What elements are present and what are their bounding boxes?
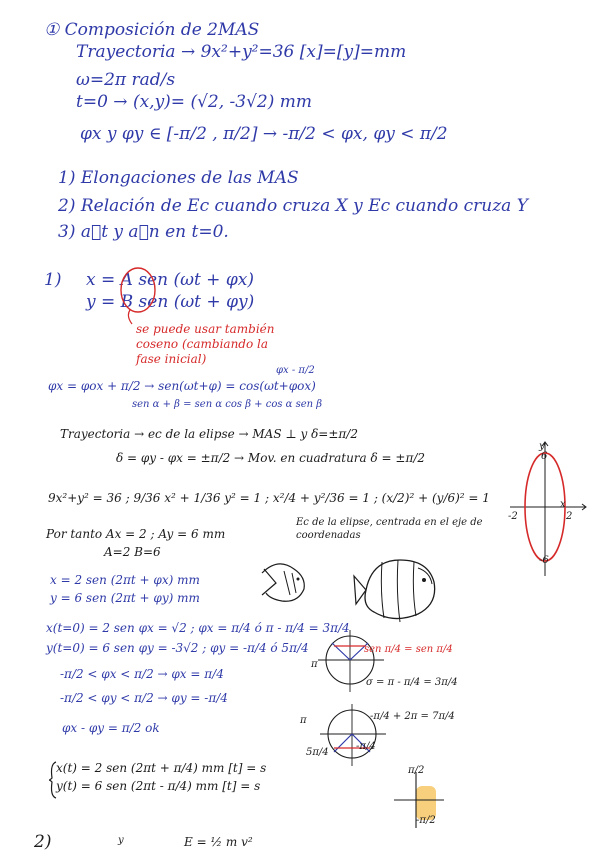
ellipse-y-axis-label: y bbox=[539, 441, 545, 452]
delta-line: δ = φy - φx = ±π/2 → Mov. en cuadratura δ = ±π/2 bbox=[116, 451, 426, 465]
ellipse-line: Trayectoria → ec de la elipse → MAS ⊥ y δ=±π/2 bbox=[60, 427, 358, 441]
part2-energy: E = ½ m v² bbox=[184, 835, 253, 849]
x-initial: x(t=0) = 2 sen φx = √2 ; φx = π/4 ó π - π/4 = 3π/4 bbox=[46, 621, 350, 635]
quadrant-top-label: π/2 bbox=[408, 765, 425, 776]
ellipse-equation: 9x²+y² = 36 ; 9/36 x² + 1/36 y² = 1 ; x²/4 + y²/36 = 1 ; (x/2)² + (y/6)² = 1 bbox=[48, 491, 490, 505]
phase-constraint-line: φx y φy ∈ [-π/2 , π/2] → -π/2 < φx, φy < π/2 bbox=[80, 124, 448, 144]
circle1-red-label: sen π/4 = sen π/4 bbox=[364, 644, 453, 655]
brace bbox=[48, 760, 58, 800]
circle2-bottom-left-label: 5π/4 bbox=[306, 747, 329, 758]
ellipse-note: Ec de la elipse, centrada en el eje de coordenadas bbox=[296, 517, 483, 541]
phase-shift-sup: φx - π/2 bbox=[276, 365, 315, 376]
ellipse-right-label: 2 bbox=[566, 511, 573, 522]
cond-y: -π/2 < φy < π/2 → φy = -π/4 bbox=[60, 691, 228, 705]
x-equation: x = 2 sen (2πt + φx) mm bbox=[50, 573, 200, 587]
final-y: y(t) = 6 sen (2πt - π/4) mm [t] = s bbox=[56, 779, 261, 793]
fish-doodle-large bbox=[352, 552, 442, 632]
omega-line: ω=2π rad/s bbox=[76, 70, 176, 90]
part2-label: 2) bbox=[34, 832, 52, 852]
cond-x: -π/2 < φx < π/2 → φx = π/4 bbox=[60, 667, 224, 681]
circle2-left-label: π bbox=[300, 715, 307, 726]
ellipse-top-label: 6 bbox=[541, 451, 548, 462]
question-2: 2) Relación de Ec cuando cruza X y Ec cuando cruza Y bbox=[58, 196, 528, 216]
ellipse-left-label: -2 bbox=[508, 511, 518, 522]
phase-difference: φx - φy = π/2 ok bbox=[62, 721, 160, 735]
question-3: 3) a⃗t y a⃗n en t=0. bbox=[58, 222, 229, 242]
ellipse-bottom-label: -6 bbox=[539, 555, 549, 566]
trig-identity: sen α + β = sen α cos β + cos α sen β bbox=[132, 399, 323, 410]
eq-y-general: y = B sen (ωt + φy) bbox=[86, 292, 255, 312]
y-equation: y = 6 sen (2πt + φy) mm bbox=[50, 591, 200, 605]
circle1-pi-label: π bbox=[311, 659, 318, 670]
ellipse-x-axis-label: x bbox=[560, 499, 566, 510]
title: ① Composición de 2MAS bbox=[44, 20, 260, 40]
therefore-line: Por tanto Ax = 2 ; Ay = 6 mm bbox=[46, 527, 226, 541]
trajectory-line: Trayectoria → 9x²+y²=36 [x]=[y]=mm bbox=[76, 42, 407, 62]
quadrant-bottom-label: -π/2 bbox=[416, 815, 436, 826]
red-circle-mark bbox=[118, 266, 158, 316]
fish-doodle-small bbox=[258, 555, 318, 610]
part1-label: 1) bbox=[44, 270, 62, 290]
circle1-note: σ = π - π/4 = 3π/4 bbox=[366, 677, 458, 688]
circle2-sum-label: -π/4 + 2π = 7π/4 bbox=[370, 711, 455, 722]
phase-shift-line: φx = φox + π/2 → sen(ωt+φ) = cos(ωt+φox) bbox=[48, 379, 316, 393]
part2-y-label: y bbox=[118, 835, 124, 846]
y-initial: y(t=0) = 6 sen φy = -3√2 ; φy = -π/4 ó 5π/4 bbox=[46, 641, 309, 655]
ab-values: A=2 B=6 bbox=[104, 545, 161, 559]
initial-condition-line: t=0 → (x,y)= (√2, -3√2) mm bbox=[76, 92, 313, 112]
final-x: x(t) = 2 sen (2πt + π/4) mm [t] = s bbox=[56, 761, 267, 775]
red-note: se puede usar también coseno (cambiando la fase inicial) bbox=[136, 322, 275, 366]
eq-x-general: x = A sen (ωt + φx) bbox=[86, 270, 254, 290]
circle2-right-label: -π/4 bbox=[356, 741, 376, 752]
question-1: 1) Elongaciones de las MAS bbox=[58, 168, 299, 188]
